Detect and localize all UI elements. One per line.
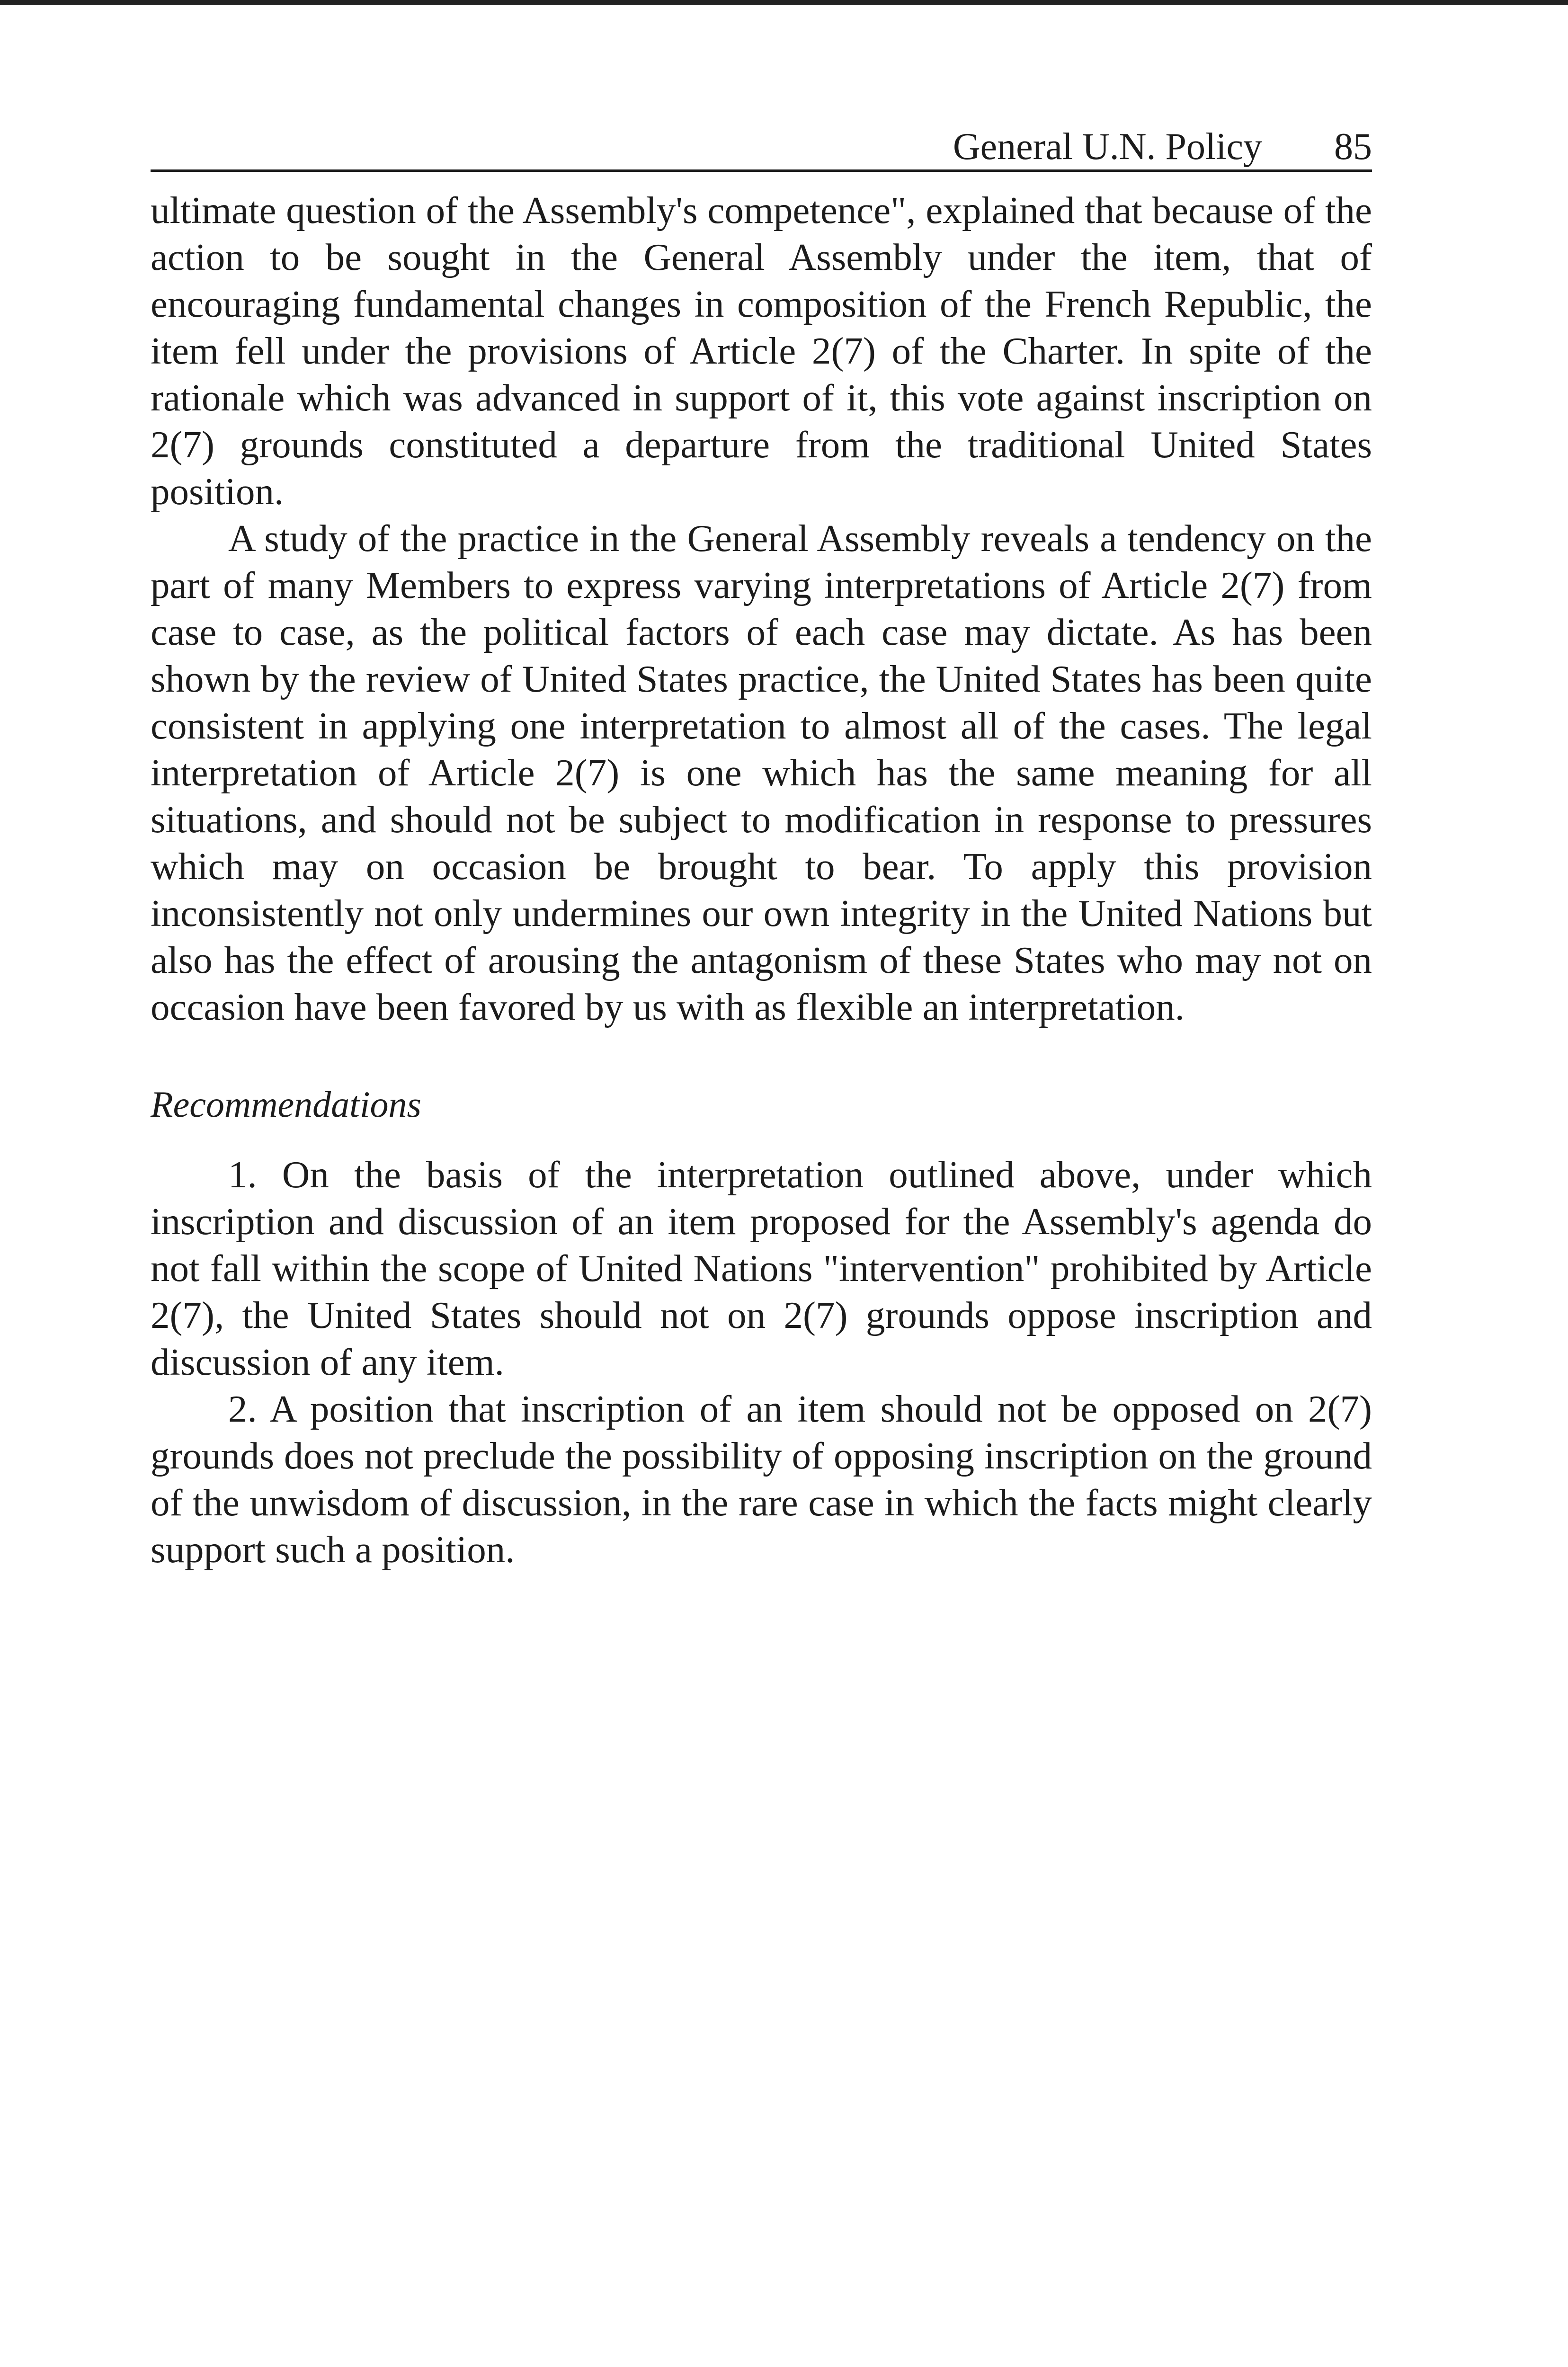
paragraph-practice-study: A study of the practice in the General Assembly reveals a tendency on the part of many Members to express varying interpretations of Article 2(7) from case to case, as the political factors of each case may dictate. As has been shown by the review of United States practice, the United States has been quite consistent in applying one interpretation to almost all of the cases. The legal interpretation of Article 2(7) is one which has the same meaning for all situations, and should not be subject to modification in response to pressures which may on occasion be brought to bear. To apply this provision inconsistently not only undermines our own integrity in the United Nations but also has the effect of arousing the antagonism of these States who may not on occasion have been favored by us with as flexible an interpretation. [151,517,1372,1028]
running-header [151,118,1372,172]
paragraph-continuation: ultimate question of the Assembly's competence", explained that because of the action to be sought in the General Assembly under the item, that of encouraging fundamental changes in composition of the French Republic, the item fell under the provisions of Article 2(7) of the Charter. In spite of the rationale which was advanced in support of it, this vote against inscription on 2(7) grounds constituted a departure from the traditional United States position. [151,189,1372,513]
recommendation-item-2: 2. A position that inscription of an item should not be opposed on 2(7) grounds does not preclude the possibility of opposing inscription on the ground of the unwisdom of discussion, in the rare case in which the facts might clearly support such a position. [151,1388,1372,1571]
page-number: 85 [1334,126,1372,168]
top-edge-rule [0,0,1568,5]
running-title: General U.N. Policy [953,126,1262,168]
page-body [151,187,1372,1573]
book-page [151,118,1372,1573]
recommendation-item-1: 1. On the basis of the interpretation outlined above, under which inscription and discussion of an item proposed for the Assembly's agenda do not fall within the scope of United Nations "intervention" prohibited by Article 2(7), the United States should not on 2(7) grounds oppose inscription and discussion of any item. [151,1153,1372,1383]
section-heading-recommendations: Recommendations [151,1084,421,1125]
